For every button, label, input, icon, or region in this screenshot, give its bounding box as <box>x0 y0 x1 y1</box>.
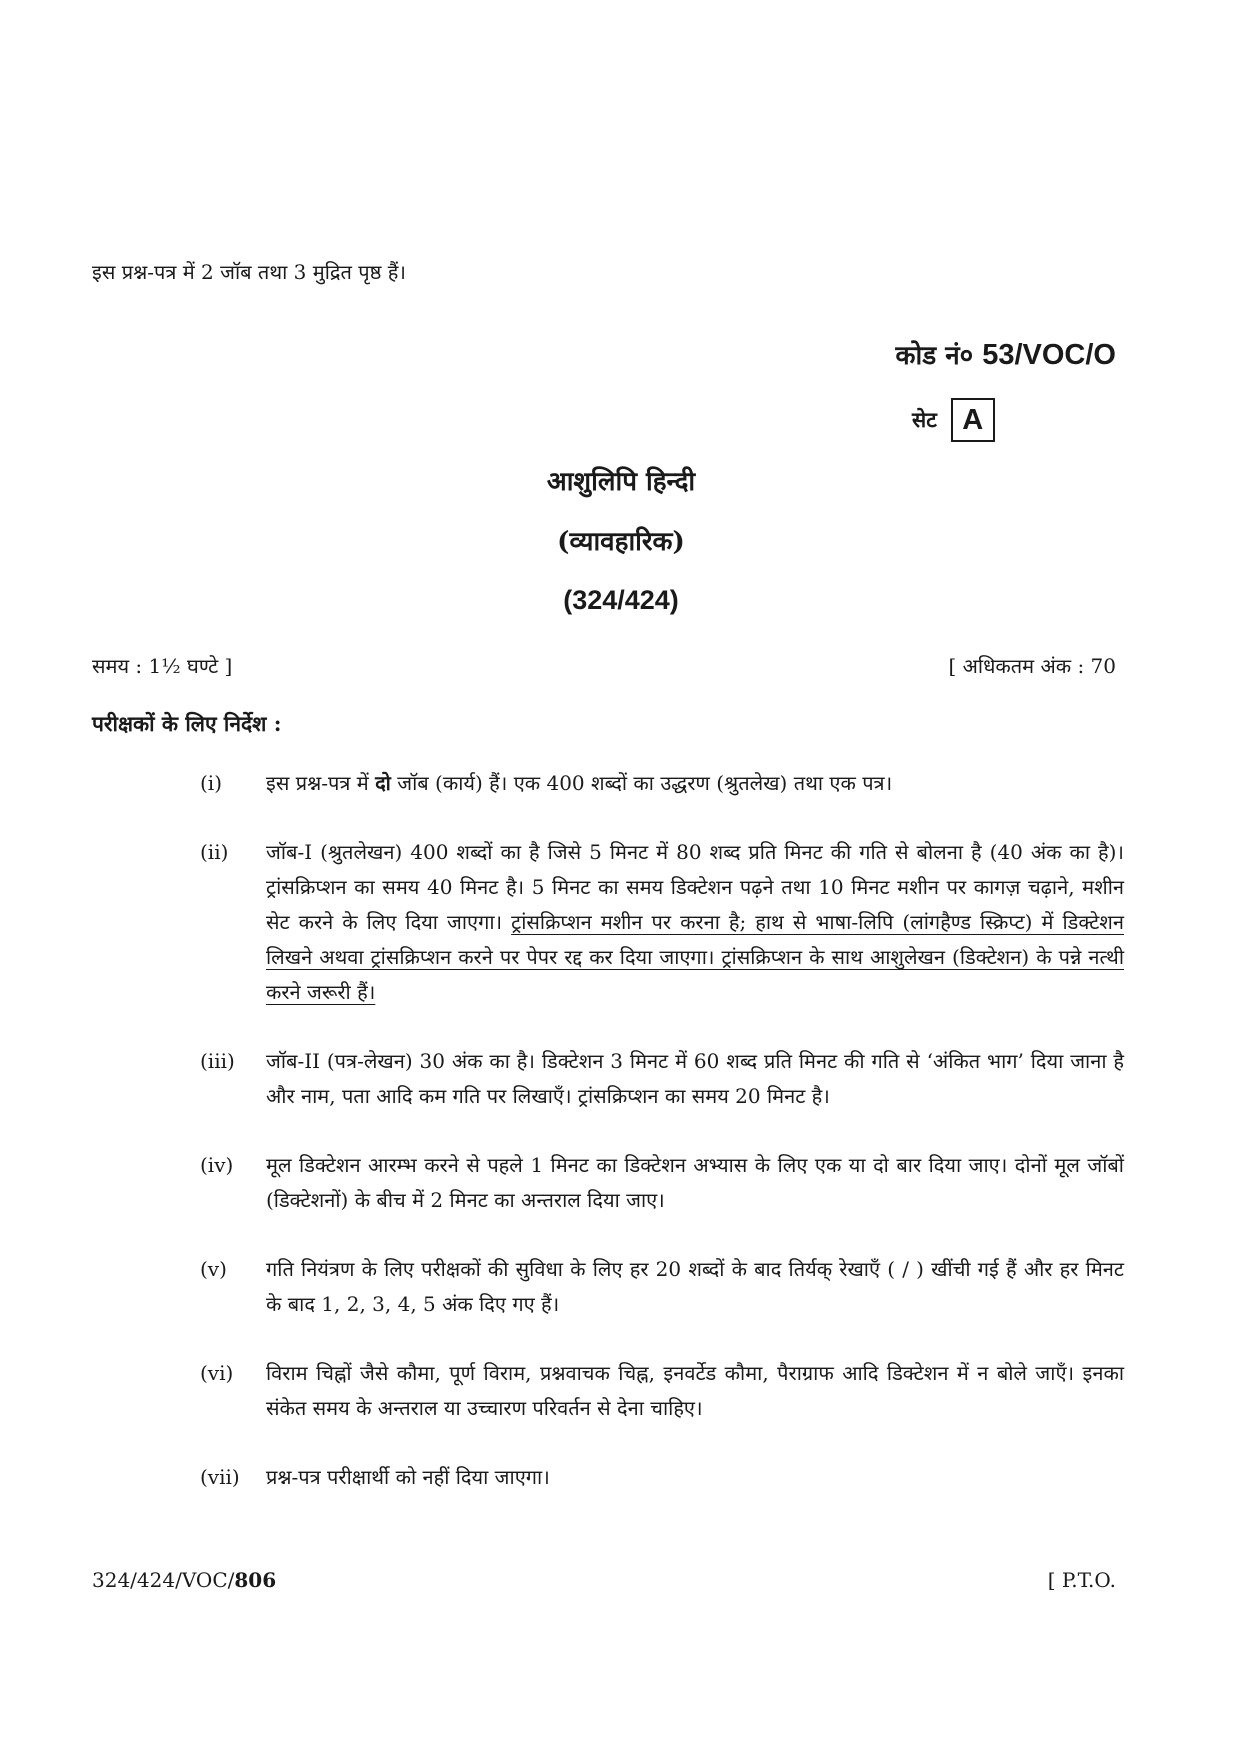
footer-code-prefix: 324/424/VOC/ <box>92 1568 235 1592</box>
instruction-number: (ii) <box>200 840 229 864</box>
subject-title: आशुलिपि हिन्दी <box>546 467 696 497</box>
instructions-heading: परीक्षकों के लिए निर्देश : <box>92 711 282 736</box>
instructions-list <box>200 766 1124 1529</box>
time-allowed: समय : 1½ घण्टे ] <box>92 654 233 678</box>
paper-type: (व्यावहारिक) <box>557 527 685 557</box>
instruction-item <box>200 835 1124 1010</box>
instruction-bold-word: दो <box>375 771 391 795</box>
set-box: A <box>951 398 995 442</box>
instruction-text <box>266 766 1124 801</box>
paper-number: (324/424) <box>563 585 679 615</box>
code-label: कोड नं० <box>895 341 974 371</box>
please-turn-over: [ P.T.O. <box>1047 1568 1116 1592</box>
instruction-item <box>200 1252 1124 1322</box>
instruction-text-part: जॉब (कार्य) हैं। एक 400 शब्दों का उद्धरण (श्रुतलेख) तथा एक पत्र। <box>390 771 893 795</box>
instruction-number: (vii) <box>200 1465 240 1489</box>
instruction-text <box>266 835 1124 1010</box>
instruction-number: (i) <box>200 771 223 795</box>
footer-paper-code <box>92 1568 276 1592</box>
instruction-text: प्रश्न-पत्र परीक्षार्थी को नहीं दिया जाएगा। <box>266 1465 550 1489</box>
instruction-item <box>200 1044 1124 1114</box>
instruction-text: मूल डिक्टेशन आरम्भ करने से पहले 1 मिनट का डिक्टेशन अभ्यास के लिए एक या दो बार दिया जाए। दोनों मूल जॉबों (डिक्टेशनों) के बीच में 2 मिनट का अन्तराल दिया जाए। <box>266 1153 1124 1212</box>
instruction-text: गति नियंत्रण के लिए परीक्षकों की सुविधा के लिए हर 20 शब्दों के बाद तिर्यक् रेखाएँ ( / ) खींची गई हैं और हर मिनट के बाद 1, 2, 3, 4, 5 अंक दिए गए हैं। <box>266 1257 1124 1316</box>
instruction-item <box>200 766 1124 801</box>
instruction-text-part: जॉब-I (श्रुतलेखन) 400 शब्दों का है जिसे 5 मिनट में 80 शब्द प्रति मिनट की गति से बोलना है (40 अंक का है)। ट्रांसक्रिप्शन का समय 40 मिनट है। 5 मिनट का समय डिक्टेशन पढ़ने तथा 10 मिनट मशीन पर कागज़ चढ़ाने, मशीन सेट करने के लिए दिया जाएगा। <box>266 840 1124 934</box>
instruction-text-part: इस प्रश्न-पत्र में <box>266 771 376 795</box>
max-marks: [ अधिकतम अंक : 70 <box>948 654 1116 678</box>
instruction-number: (iv) <box>200 1153 234 1177</box>
footer-code-number: 806 <box>234 1568 277 1592</box>
paper-code-line <box>896 336 1116 372</box>
instruction-item <box>200 1460 1124 1495</box>
instruction-number: (v) <box>200 1257 227 1281</box>
code-value: 53/VOC/O <box>982 339 1116 371</box>
instruction-text: जॉब-II (पत्र-लेखन) 30 अंक का है। डिक्टेशन 3 मिनट में 60 शब्द प्रति मिनट की गति से ‘अंकित भाग’ दिया जाना है और नाम, पता आदि कम गति पर लिखाएँ। ट्रांसक्रिप्शन का समय 20 मिनट है। <box>266 1049 1124 1108</box>
instruction-item <box>200 1356 1124 1426</box>
page-count-note: इस प्रश्न-पत्र में 2 जॉब तथा 3 मुद्रित पृष्ठ हैं। <box>92 260 406 284</box>
set-label: सेट <box>912 407 937 432</box>
instruction-text: विराम चिह्नों जैसे कौमा, पूर्ण विराम, प्रश्नवाचक चिह्न, इनवर्टेड कौमा, पैराग्राफ आदि डिक्टेशन में न बोले जाएँ। इनका संकेत समय के अन्तराल या उच्चारण परिवर्तन से देना चाहिए। <box>266 1361 1124 1420</box>
set-line <box>912 398 995 442</box>
instruction-item <box>200 1148 1124 1218</box>
instruction-underlined-text: ट्रांसक्रिप्शन मशीन पर करना है; हाथ से भाषा-लिपि (लांगहैण्ड स्क्रिप्ट) में डिक्टेशन लिखने अथवा ट्रांसक्रिप्शन करने पर पेपर रद्द कर दिया जाएगा। ट्रांसक्रिप्शन के साथ आशुलेखन (डिक्टेशन) के पन्ने नत्थी करने जरूरी हैं। <box>266 910 1124 1004</box>
instruction-number: (iii) <box>200 1049 235 1073</box>
instruction-number: (vi) <box>200 1361 234 1385</box>
